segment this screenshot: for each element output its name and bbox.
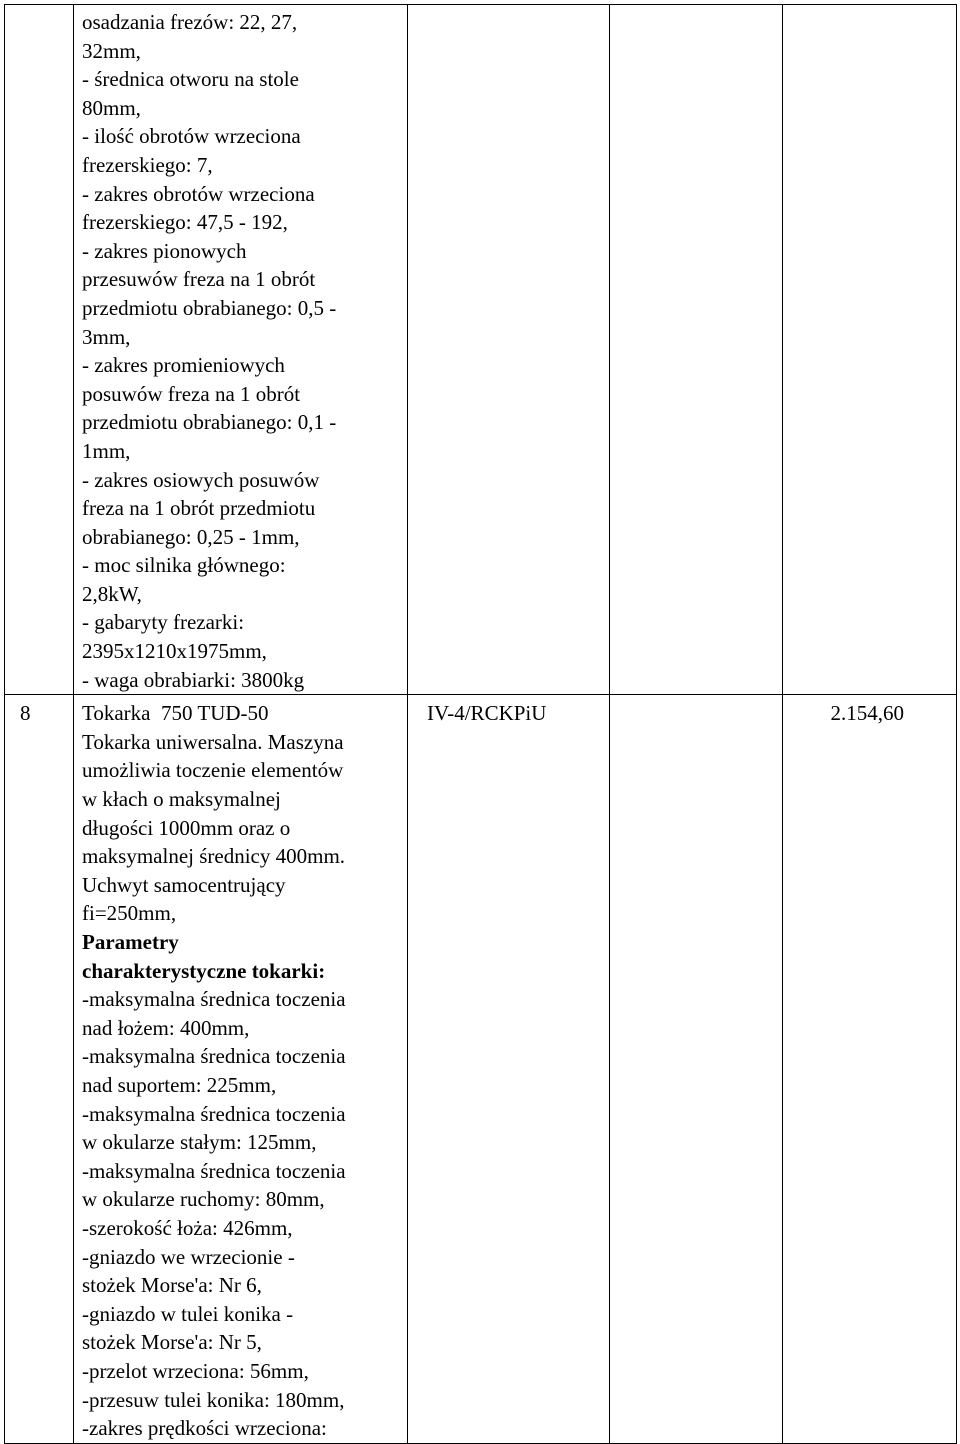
description-line: freza na 1 obrót przedmiotu bbox=[82, 496, 316, 521]
description-line: - moc silnika głównego: bbox=[82, 553, 286, 578]
description-cell bbox=[74, 5, 408, 695]
description-line: Tokarka uniwersalna. Maszyna bbox=[82, 729, 344, 754]
description-line: maksymalnej średnicy 400mm. bbox=[82, 844, 346, 869]
price-cell bbox=[783, 5, 957, 695]
description-line: przedmiotu obrabianego: 0,1 - bbox=[82, 410, 337, 435]
description-line: -gniazdo w tulei konika - bbox=[82, 1301, 294, 1326]
lp-cell bbox=[5, 5, 74, 695]
description-line: frezerskiego: 7, bbox=[82, 152, 213, 177]
description-line: 1mm, bbox=[82, 438, 131, 463]
description-line: -przesuw tulei konika: 180mm, bbox=[82, 1387, 345, 1412]
description-line: -szerokość łoża: 426mm, bbox=[82, 1215, 293, 1240]
description-line: w okularze stałym: 125mm, bbox=[82, 1130, 317, 1155]
description-line: - zakres osiowych posuwów bbox=[82, 467, 320, 492]
description-line: umożliwia toczenie elementów bbox=[82, 758, 344, 783]
description-line: -przelot wrzeciona: 56mm, bbox=[82, 1358, 309, 1383]
description-line: stożek Morse'a: Nr 5, bbox=[82, 1330, 262, 1355]
code-cell bbox=[408, 5, 610, 695]
description-line: Tokarka 750 TUD-50 bbox=[82, 701, 269, 726]
description-line: -gniazdo we wrzecionie - bbox=[82, 1244, 295, 1269]
table-row bbox=[5, 695, 957, 1443]
price-value: 2.154,60 bbox=[830, 701, 904, 726]
description-line: 2,8kW, bbox=[82, 581, 142, 606]
description-line: -maksymalna średnica toczenia bbox=[82, 1101, 346, 1126]
description-line: fi=250mm, bbox=[82, 901, 177, 926]
description-line: - średnica otworu na stole bbox=[82, 67, 299, 92]
description-heading-line: Parametry bbox=[82, 930, 179, 954]
description-line: posuwów freza na 1 obrót bbox=[82, 381, 301, 406]
description-line: -maksymalna średnica toczenia bbox=[82, 1044, 346, 1069]
description-line: nad suportem: 225mm, bbox=[82, 1072, 277, 1097]
description-line: nad łożem: 400mm, bbox=[82, 1015, 250, 1040]
description-line: -zakres prędkości wrzeciona: bbox=[82, 1416, 327, 1441]
description-line: w kłach o maksymalnej bbox=[82, 787, 281, 812]
inventory-code: IV-4/RCKPiU bbox=[427, 701, 547, 726]
description-heading-line: charakterystyczne tokarki: bbox=[82, 958, 326, 983]
table-row bbox=[5, 5, 957, 695]
description-line: -maksymalna średnica toczenia bbox=[82, 987, 346, 1012]
description-line: 3mm, bbox=[82, 324, 131, 349]
lp-cell bbox=[5, 695, 74, 1443]
description-line: - gabaryty frezarki: bbox=[82, 610, 245, 635]
qty-cell bbox=[610, 695, 783, 1443]
description-line: przesuwów freza na 1 obrót bbox=[82, 267, 316, 292]
description-line: przedmiotu obrabianego: 0,5 - bbox=[82, 295, 337, 320]
row-number: 8 bbox=[20, 701, 31, 726]
description-line: - ilość obrotów wrzeciona bbox=[82, 124, 301, 149]
code-cell bbox=[408, 695, 610, 1443]
qty-cell bbox=[610, 5, 783, 695]
description-text bbox=[74, 5, 407, 694]
description-line: stożek Morse'a: Nr 6, bbox=[82, 1273, 262, 1298]
description-line: - zakres obrotów wrzeciona bbox=[82, 181, 315, 206]
description-line: - zakres promieniowych bbox=[82, 353, 285, 378]
description-line: frezerskiego: 47,5 - 192, bbox=[82, 210, 288, 235]
description-line: 80mm, bbox=[82, 95, 141, 120]
description-line: w okularze ruchomy: 80mm, bbox=[82, 1187, 325, 1212]
description-line: Uchwyt samocentrujący bbox=[82, 872, 286, 897]
description-line: -maksymalna średnica toczenia bbox=[82, 1158, 346, 1183]
description-line: 32mm, bbox=[82, 38, 141, 63]
price-cell bbox=[783, 695, 957, 1443]
description-line: - waga obrabiarki: 3800kg bbox=[82, 667, 305, 692]
description-line: 2395x1210x1975mm, bbox=[82, 639, 267, 664]
description-line: - zakres pionowych bbox=[82, 238, 247, 263]
description-line: osadzania frezów: 22, 27, bbox=[82, 10, 298, 34]
description-line: długości 1000mm oraz o bbox=[82, 815, 291, 840]
description-line: obrabianego: 0,25 - 1mm, bbox=[82, 524, 300, 549]
description-cell bbox=[74, 695, 408, 1443]
description-text bbox=[74, 695, 407, 1442]
asset-table bbox=[4, 4, 957, 1444]
